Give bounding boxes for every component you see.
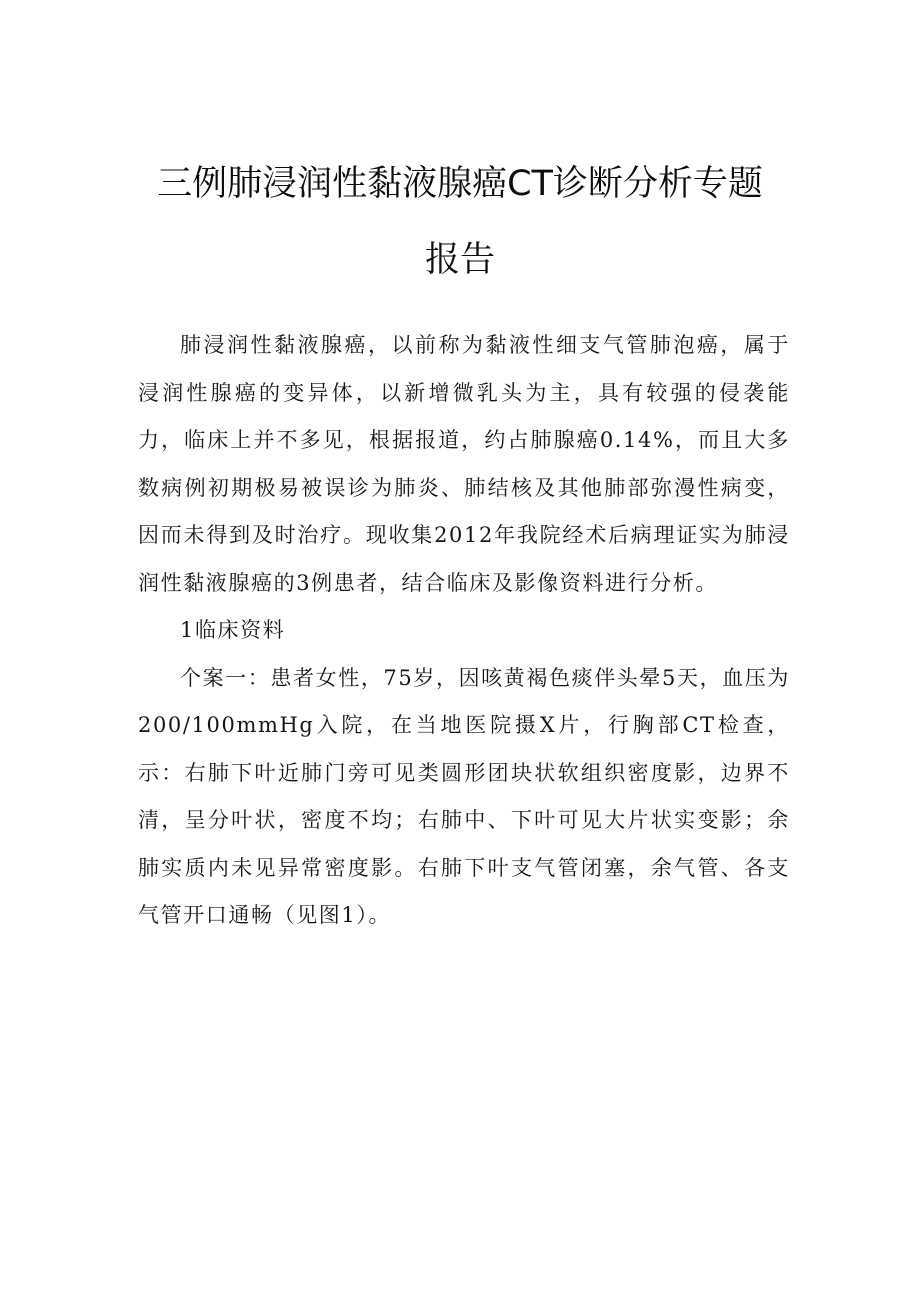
paragraph-case-one: 个案一：患者女性，75岁，因咳黄褐色痰伴头晕5天，血压为200/100mmHg入院，在当地医院摄X片，行胸部CT检查，示：右肺下叶近肺门旁可见类圆形团块状软组织密度影，边界不清，呈分叶状，密度不均；右肺中、下叶可见大片状实变影；余肺实质内未见异常密度影。右肺下叶支气管闭塞，余气管、各支气管开口通畅（见图1）。: [138, 665, 790, 927]
section-heading-clinical-data: 1临床资料: [180, 618, 286, 642]
document-title-line-1: 三例肺浸润性黏液腺癌CT诊断分析专题: [157, 164, 763, 204]
paragraph-introduction: 肺浸润性黏液腺癌，以前称为黏液性细支气管肺泡癌，属于浸润性腺癌的变异体，以新增微乳头为主，具有较强的侵袭能力，临床上并不多见，根据报道，约占肺腺癌0.14%，而且大多数病例初期极易被误诊为肺炎、肺结核及其他肺部弥漫性病变，因而未得到及时治疗。现收集2012年我院经术后病理证实为肺浸润性黏液腺癌的3例患者，结合临床及影像资料进行分析。: [138, 333, 790, 595]
document-title-line-2: 报告: [424, 240, 495, 280]
document-body: [138, 322, 790, 940]
